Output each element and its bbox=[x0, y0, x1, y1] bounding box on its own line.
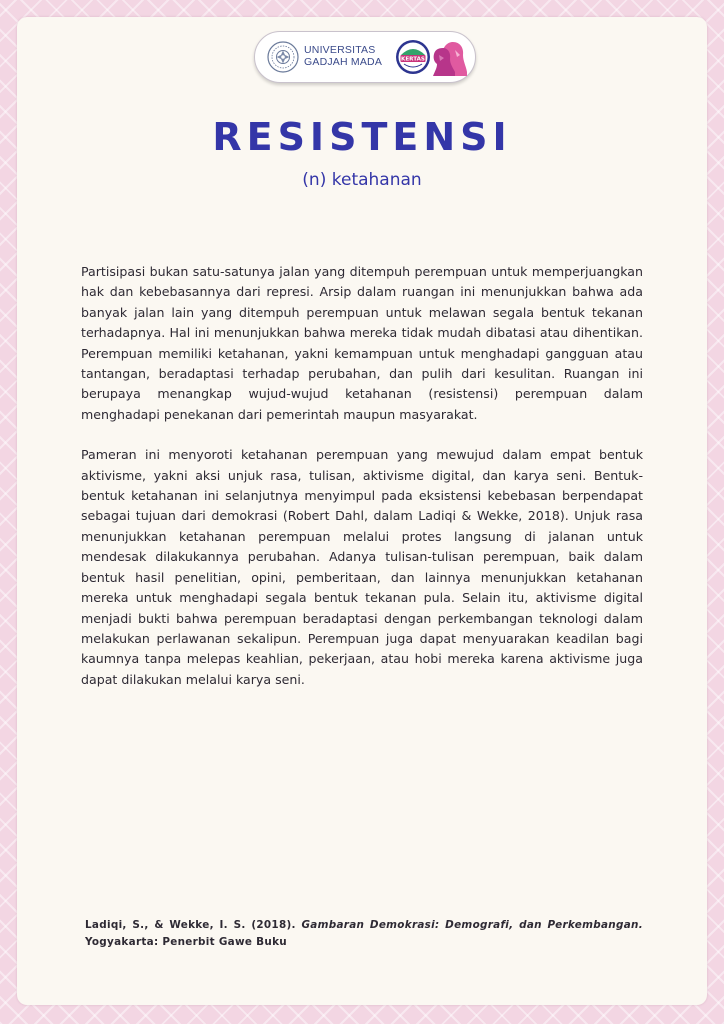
women-silhouette-icon bbox=[433, 38, 467, 76]
reference-work: Gambaran Demokrasi: Demografi, dan Perkembangan. bbox=[301, 919, 643, 931]
paragraph-2: Pameran ini menyoroti ketahanan perempuan yang mewujud dalam empat bentuk aktivisme, yakni aksi unjuk rasa, tulisan, aktivisme digital, dan karya seni. Bentuk-bentuk ketahanan ini selanjutnya menyimpul pada eksistensi kebebasan berpendapat sebagai tujuan dari demokrasi (Robert Dahl, dalam Ladiqi & Wekke, 2018). Unjuk rasa menunjukkan ketahanan perempuan melalui protes langsung di jalanan untuk mendesak dilakukannya perubahan. Adanya tulisan-tulisan perempuan, baik dalam bentuk hasil penelitian, opini, pemberitaan, dan lainnya menunjukkan ketahanan mereka untuk menghadapi segala bentuk tekanan pula. Selain itu, aktivisme digital menjadi bukti bahwa perempuan beradaptasi dengan perkembangan teknologi dalam melakukan perlawanan sekalipun. Perempuan juga dapat menyuarakan keadilan bagi kaumnya tanpa melepas keahlian, pekerjaan, atau hobi mereka karena aktivisme juga dapat dilakukan melalui karya seni. bbox=[81, 447, 643, 687]
reference-citation bbox=[85, 917, 643, 951]
badge-text: KERTAS bbox=[401, 56, 425, 63]
page-subtitle: (n) ketahanan bbox=[302, 170, 422, 190]
reference-authors: Ladiqi, S., & Wekke, I. S. (2018). bbox=[85, 919, 296, 931]
paragraph-1: Partisipasi bukan satu-satunya jalan yang ditempuh perempuan untuk memperjuangkan hak dan kebebasannya dari represi. Arsip dalam ruangan ini menunjukkan bahwa ada banyak jalan lain yang ditempuh perempuan untuk melawan segala bentuk tekanan terhadapnya. Hal ini menunjukkan bahwa mereka tidak mudah dibatasi atau dihentikan. Perempuan memiliki ketahanan, yakni kemampuan untuk menghadapi gangguan atau tantangan, beradaptasi terhadap perubahan, dan pulih dari kesulitan. Ruangan ini berupaya menangkap wujud-wujud ketahanan (resistensi) perempuan dalam menghadapi penekanan dari pemerintah maupun masyarakat. bbox=[81, 264, 643, 422]
reference-publisher: Yogyakarta: Penerbit Gawe Buku bbox=[85, 936, 287, 948]
logo-banner bbox=[254, 31, 476, 83]
kertas-badge-icon bbox=[395, 39, 431, 75]
ugm-seal-icon bbox=[267, 41, 299, 73]
ugm-line-2: GADJAH MADA bbox=[304, 55, 383, 68]
ugm-wordmark bbox=[304, 45, 382, 68]
ugm-line-1: UNIVERSITAS bbox=[304, 44, 376, 56]
document-card bbox=[17, 17, 707, 1005]
page-title: RESISTENSI bbox=[212, 115, 512, 159]
body-text bbox=[81, 262, 643, 710]
